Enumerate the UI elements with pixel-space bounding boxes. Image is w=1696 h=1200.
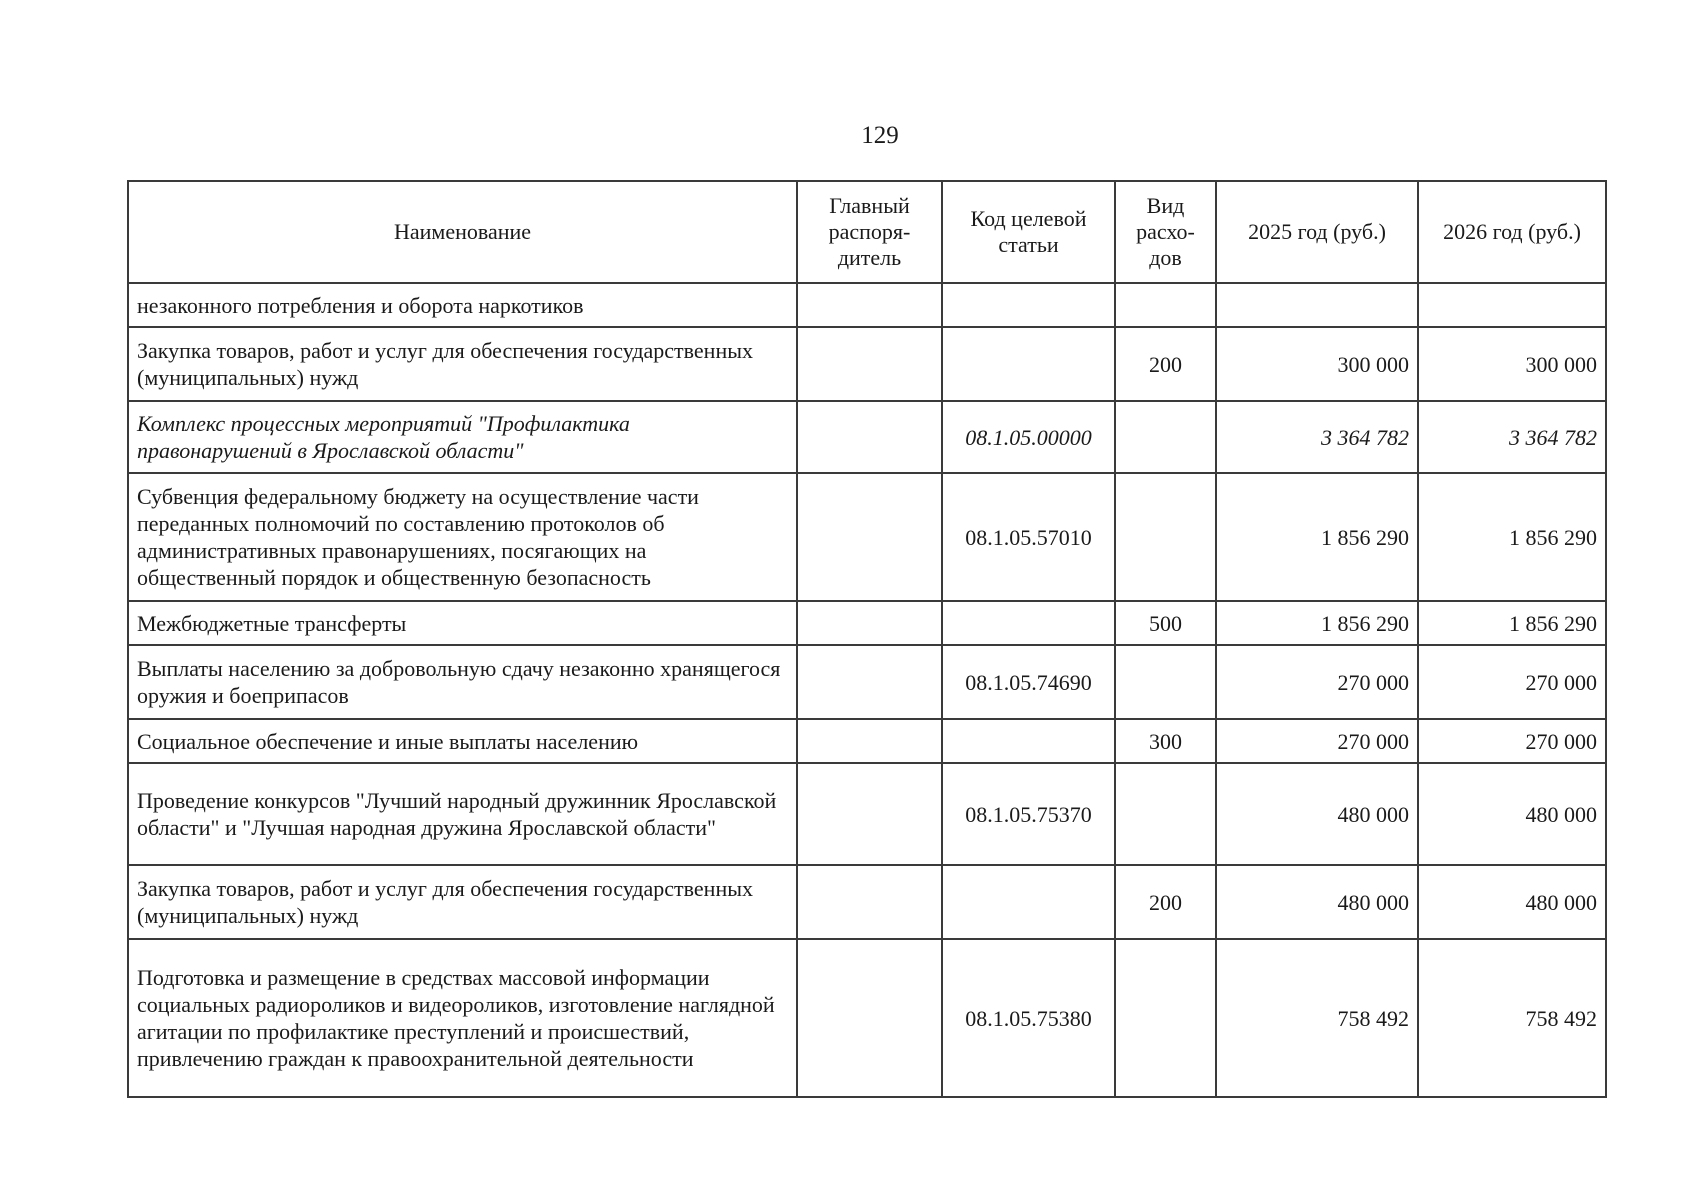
cell-name: Закупка товаров, работ и услуг для обеспечения государственных (муниципальных) нужд — [128, 327, 797, 401]
cell-target-code — [942, 327, 1115, 401]
cell-expense-type — [1115, 939, 1216, 1097]
cell-year-2026: 758 492 — [1418, 939, 1606, 1097]
cell-name: Проведение конкурсов "Лучший народный дружинник Ярославской области" и "Лучшая народная дружина Ярославской области" — [128, 763, 797, 865]
cell-name: Субвенция федеральному бюджету на осуществление части переданных полномочий по составлению протоколов об административных правонарушениях, посягающих на общественный порядок и общественную безопасность — [128, 473, 797, 601]
cell-expense-type — [1115, 645, 1216, 719]
cell-main-manager — [797, 401, 942, 473]
page-number: 129 — [861, 122, 899, 149]
table-header-row — [128, 181, 1606, 283]
cell-main-manager — [797, 601, 942, 645]
cell-name: Межбюджетные трансферты — [128, 601, 797, 645]
cell-main-manager — [797, 865, 942, 939]
header-year-2026: 2026 год (руб.) — [1418, 181, 1606, 283]
cell-year-2025 — [1216, 283, 1418, 327]
cell-target-code: 08.1.05.00000 — [942, 401, 1115, 473]
cell-target-code: 08.1.05.57010 — [942, 473, 1115, 601]
table-row — [128, 283, 1606, 327]
table-row — [128, 473, 1606, 601]
cell-main-manager — [797, 327, 942, 401]
cell-expense-type — [1115, 763, 1216, 865]
header-expense-type: Вид расхо-дов — [1115, 181, 1216, 283]
cell-year-2026: 1 856 290 — [1418, 601, 1606, 645]
cell-name: Социальное обеспечение и иные выплаты населению — [128, 719, 797, 763]
cell-year-2026: 300 000 — [1418, 327, 1606, 401]
cell-year-2026: 1 856 290 — [1418, 473, 1606, 601]
cell-name: Комплекс процессных мероприятий "Профилактика правонарушений в Ярославской области" — [128, 401, 797, 473]
cell-year-2026: 3 364 782 — [1418, 401, 1606, 473]
cell-target-code — [942, 601, 1115, 645]
cell-main-manager — [797, 719, 942, 763]
cell-year-2025: 270 000 — [1216, 719, 1418, 763]
cell-year-2025: 3 364 782 — [1216, 401, 1418, 473]
cell-year-2026: 270 000 — [1418, 719, 1606, 763]
table-row — [128, 327, 1606, 401]
cell-year-2026: 270 000 — [1418, 645, 1606, 719]
cell-name: незаконного потребления и оборота наркотиков — [128, 283, 797, 327]
cell-year-2025: 480 000 — [1216, 763, 1418, 865]
table-row — [128, 865, 1606, 939]
header-target-code: Код целевой статьи — [942, 181, 1115, 283]
cell-year-2025: 300 000 — [1216, 327, 1418, 401]
cell-name: Выплаты населению за добровольную сдачу незаконно хранящегося оружия и боеприпасов — [128, 645, 797, 719]
cell-expense-type — [1115, 473, 1216, 601]
cell-year-2026: 480 000 — [1418, 865, 1606, 939]
cell-year-2025: 480 000 — [1216, 865, 1418, 939]
table-row — [128, 939, 1606, 1097]
cell-target-code — [942, 719, 1115, 763]
cell-expense-type: 300 — [1115, 719, 1216, 763]
cell-name: Закупка товаров, работ и услуг для обеспечения государственных (муниципальных) нужд — [128, 865, 797, 939]
cell-year-2026: 480 000 — [1418, 763, 1606, 865]
budget-table — [127, 180, 1607, 1098]
cell-main-manager — [797, 645, 942, 719]
header-name: Наименование — [128, 181, 797, 283]
cell-target-code — [942, 865, 1115, 939]
cell-expense-type: 200 — [1115, 865, 1216, 939]
cell-main-manager — [797, 939, 942, 1097]
table-row — [128, 763, 1606, 865]
cell-year-2025: 1 856 290 — [1216, 473, 1418, 601]
cell-target-code: 08.1.05.74690 — [942, 645, 1115, 719]
table-row — [128, 601, 1606, 645]
cell-year-2026 — [1418, 283, 1606, 327]
cell-name: Подготовка и размещение в средствах массовой информации социальных радиороликов и видеороликов, изготовление наглядной агитации по профилактике преступлений и происшествий, привлечению граждан к правоохранительной деятельности — [128, 939, 797, 1097]
cell-main-manager — [797, 473, 942, 601]
header-main-manager: Главный распоря-дитель — [797, 181, 942, 283]
table-row — [128, 401, 1606, 473]
cell-year-2025: 270 000 — [1216, 645, 1418, 719]
cell-expense-type — [1115, 283, 1216, 327]
table-row — [128, 645, 1606, 719]
cell-expense-type: 500 — [1115, 601, 1216, 645]
cell-target-code: 08.1.05.75380 — [942, 939, 1115, 1097]
cell-target-code — [942, 283, 1115, 327]
cell-main-manager — [797, 283, 942, 327]
cell-expense-type: 200 — [1115, 327, 1216, 401]
cell-expense-type — [1115, 401, 1216, 473]
table-row — [128, 719, 1606, 763]
header-year-2025: 2025 год (руб.) — [1216, 181, 1418, 283]
cell-main-manager — [797, 763, 942, 865]
cell-target-code: 08.1.05.75370 — [942, 763, 1115, 865]
cell-year-2025: 1 856 290 — [1216, 601, 1418, 645]
cell-year-2025: 758 492 — [1216, 939, 1418, 1097]
